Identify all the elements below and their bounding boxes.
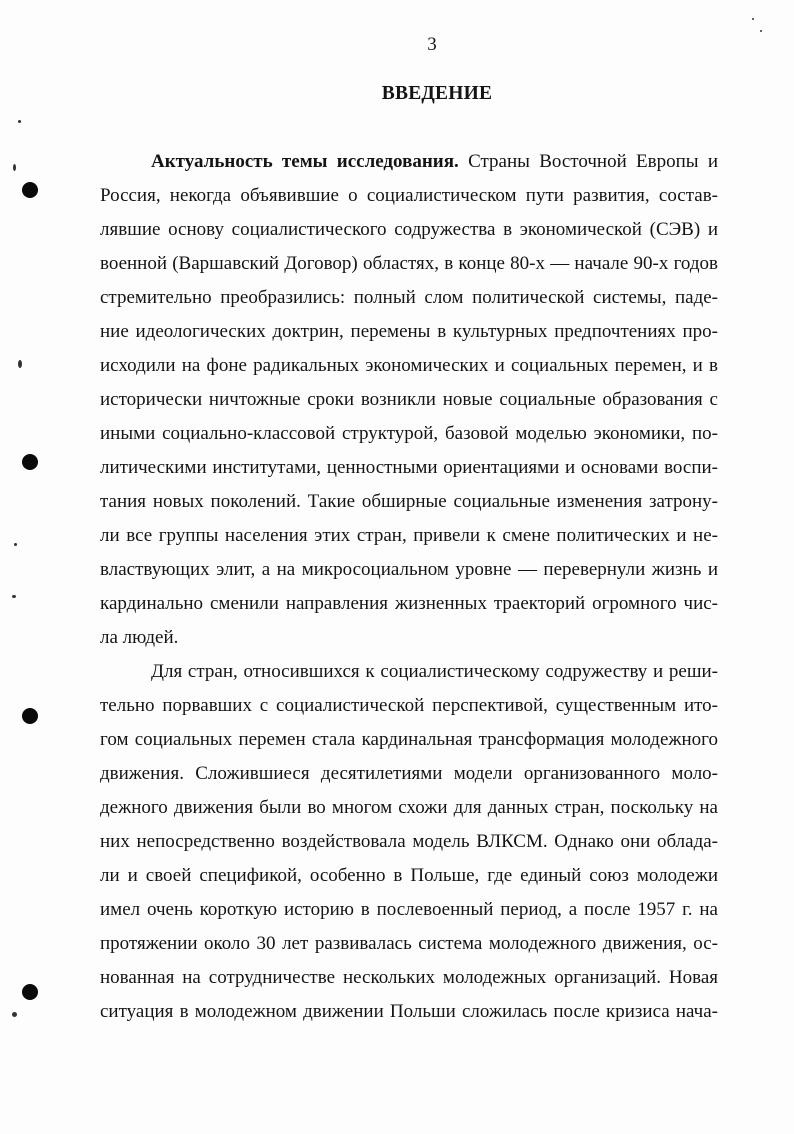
text-line: движения. Сложившиеся десятилетиями модели организованного моло-	[100, 763, 718, 784]
text-line: ситуация в молодежном движении Польши сложилась после кризиса нача-	[100, 1001, 718, 1022]
text-line: протяжении около 30 лет развивалась система молодежного движения, ос-	[100, 933, 718, 954]
body-text	[100, 145, 718, 1029]
text-line: исходили на фоне радикальных экономических и социальных перемен, и в	[100, 355, 718, 376]
text-line: стремительно преобразились: полный слом политической системы, паде-	[100, 287, 718, 308]
scan-speck	[760, 30, 762, 32]
punch-hole	[22, 984, 38, 1000]
text-line: гом социальных перемен стала кардинальная трансформация молодежного	[100, 729, 718, 750]
text-line: военной (Варшавский Договор) областях, в конце 80-х — начале 90-х годов	[100, 253, 718, 274]
text-line: властвующих элит, а на микросоциальном уровне — перевернули жизнь и	[100, 559, 718, 580]
scan-speck	[18, 360, 22, 368]
text-line: тельно порвавших с социалистической перспективой, существенным ито-	[100, 695, 718, 716]
text-line: иными социально-классовой структурой, базовой моделью экономики, по-	[100, 423, 718, 444]
scan-speck	[12, 1012, 17, 1017]
text-line: нованная на сотрудничестве нескольких молодежных организаций. Новая	[100, 967, 718, 988]
text-line: Для стран, относившихся к социалистическому содружеству и реши-	[151, 661, 718, 682]
text-line: литическими институтами, ценностными ориентациями и основами воспи-	[100, 457, 718, 478]
text-line: ли и своей спецификой, особенно в Польше, где единый союз молодежи	[100, 865, 718, 886]
scan-speck	[12, 595, 16, 598]
scan-speck	[13, 164, 16, 171]
text-line: ла людей.	[100, 627, 179, 648]
text-line: Россия, некогда объявившие о социалистическом пути развития, состав-	[100, 185, 718, 206]
text-line: кардинально сменили направления жизненных траекторий огромного чис-	[100, 593, 718, 614]
scan-speck	[14, 543, 17, 546]
scan-speck	[18, 120, 21, 123]
section-lead: Актуальность темы исследования.	[151, 151, 459, 172]
punch-hole	[22, 454, 38, 470]
text-line: ние идеологических доктрин, перемены в культурных предпочтениях про-	[100, 321, 718, 342]
scan-speck	[752, 18, 754, 20]
page-title: ВВЕДЕНИЕ	[381, 83, 493, 104]
punch-hole	[22, 708, 38, 724]
text-line: исторически ничтожные сроки возникли новые социальные образования с	[100, 389, 718, 410]
text-line: дежного движения были во многом схожи для данных стран, поскольку на	[100, 797, 718, 818]
text-line: имел очень короткую историю в послевоенный период, а после 1957 г. на	[100, 899, 718, 920]
page-number: 3	[427, 34, 437, 55]
text-line	[151, 145, 718, 179]
text-line: них непосредственно воздействовала модель ВЛКСМ. Однако они облада-	[100, 831, 718, 852]
text-line: лявшие основу социалистического содружества в экономической (СЭВ) и	[100, 219, 718, 240]
text-line-rest: Страны Восточной Европы и	[468, 151, 719, 172]
punch-hole	[22, 182, 38, 198]
text-line: ли все группы населения этих стран, привели к смене политических и не-	[100, 525, 718, 546]
text-line: тания новых поколений. Такие обширные социальные изменения затрону-	[100, 491, 718, 512]
